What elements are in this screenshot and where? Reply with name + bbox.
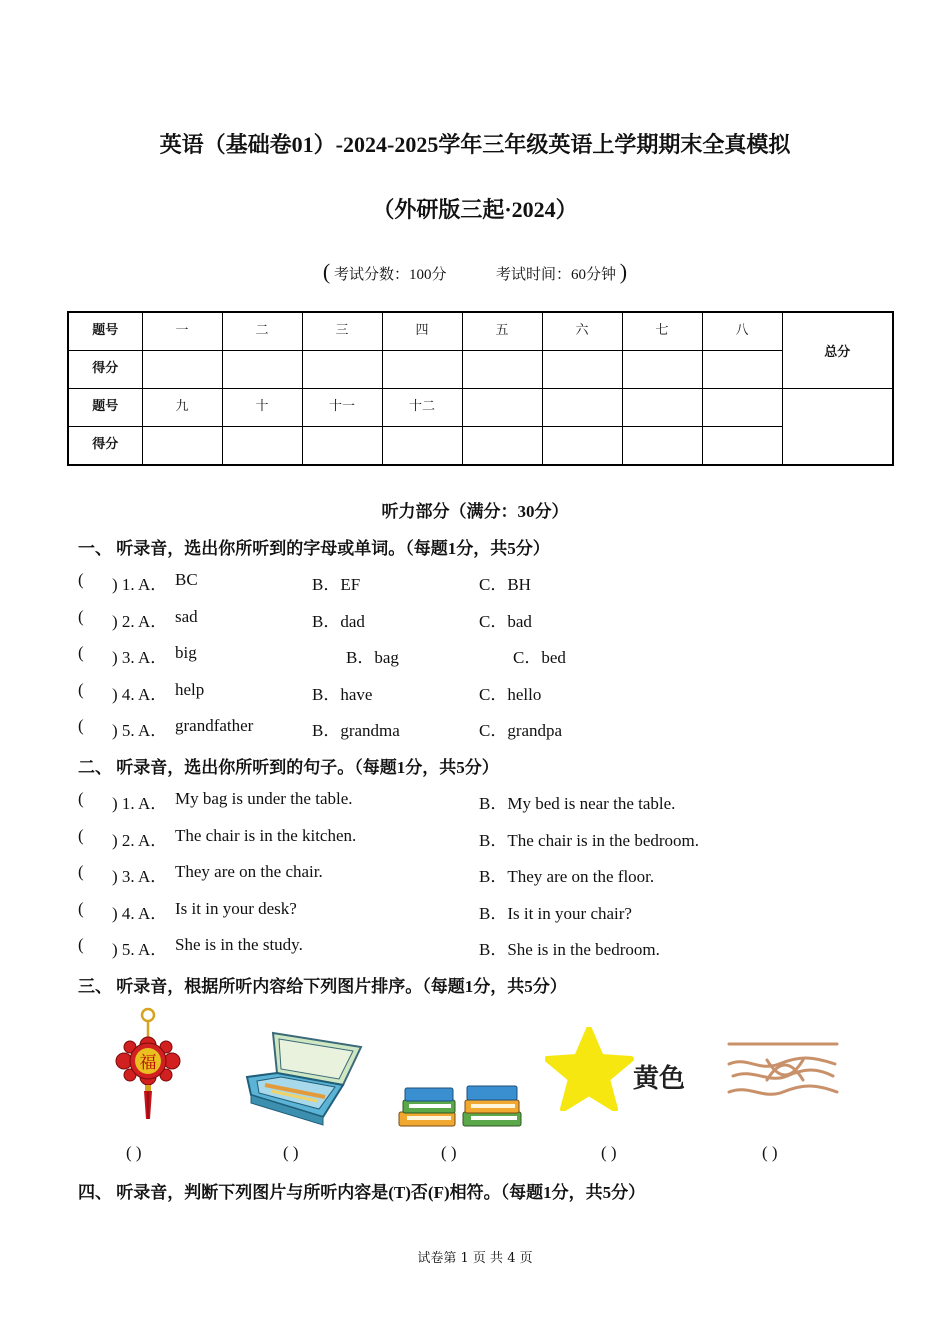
option-a: The chair is in the kitchen. — [175, 826, 357, 845]
exam-info — [0, 259, 950, 285]
answer-paren-open[interactable]: ( — [78, 862, 84, 881]
item-number: ) 2. A． — [112, 831, 168, 850]
q1-item — [78, 680, 878, 704]
option-c: C．bed — [513, 648, 566, 667]
score-input-cell[interactable] — [302, 427, 382, 466]
score-input-cell[interactable] — [222, 427, 302, 466]
item-number: ) 4. A． — [112, 685, 168, 704]
q1-item — [78, 570, 878, 594]
title-line-1: 英语（基础卷01）-2024-2025学年三年级英语上学期期末全真模拟 — [159, 132, 791, 157]
score-table-total: 总分 — [782, 312, 893, 389]
q2-heading: 二、 听录音，选出你所听到的句子。（每题1分，共5分） — [78, 758, 499, 777]
answer-paren-open[interactable]: ( — [78, 680, 84, 699]
score-input-cell[interactable] — [702, 427, 782, 466]
score-input-cell[interactable] — [382, 351, 462, 389]
picture-order-blank[interactable]: ( ) — [762, 1143, 778, 1162]
score-input-cell[interactable] — [542, 427, 622, 466]
q2-item — [78, 789, 878, 813]
score-table-cell — [542, 389, 622, 427]
option-a: grandfather — [175, 716, 254, 735]
score-table-cell: 七 — [622, 312, 702, 351]
q1-heading: 一、 听录音，选出你所听到的字母或单词。（每题1分，共5分） — [78, 539, 550, 558]
exam-info-open: ( — [322, 259, 331, 284]
option-b: B．grandma — [312, 721, 400, 740]
pencil-box-icon — [243, 1025, 363, 1127]
score-table-cell: 十二 — [382, 389, 462, 427]
score-input-cell[interactable] — [462, 351, 542, 389]
option-b: B．She is in the bedroom. — [479, 940, 660, 959]
option-b: B．dad — [312, 612, 365, 631]
rope-icon — [727, 1040, 839, 1106]
score-table-cell — [702, 389, 782, 427]
option-b: B．Is it in your chair? — [479, 904, 632, 923]
answer-paren-open[interactable]: ( — [78, 899, 84, 918]
score-table-cell: 四 — [382, 312, 462, 351]
option-a: They are on the chair. — [175, 862, 323, 881]
score-table-cell: 一 — [142, 312, 222, 351]
books-icon — [395, 1078, 527, 1134]
item-number: ) 3. A． — [112, 867, 168, 886]
score-table-cell: 六 — [542, 312, 622, 351]
item-number: ) 2. A． — [112, 612, 168, 631]
score-input-cell[interactable] — [142, 427, 222, 466]
score-table-cell — [462, 389, 542, 427]
item-number: ) 5. A． — [112, 721, 168, 740]
option-b: B．They are on the floor. — [479, 867, 655, 886]
answer-paren-open[interactable]: ( — [78, 607, 84, 626]
option-c: C．grandpa — [479, 721, 563, 740]
q2-item — [78, 935, 878, 959]
q1-item — [78, 643, 878, 667]
score-table — [67, 311, 894, 466]
score-input-cell[interactable] — [302, 351, 382, 389]
score-input-cell[interactable] — [222, 351, 302, 389]
score-table-label-no: 题号 — [68, 312, 142, 351]
option-c: C．BH — [479, 575, 531, 594]
option-a: She is in the study. — [175, 935, 303, 954]
picture-order-blank[interactable]: ( ) — [441, 1143, 457, 1162]
option-b: B．The chair is in the bedroom. — [479, 831, 700, 850]
yellow-star-icon — [545, 1027, 693, 1111]
item-number: ) 1. A． — [112, 794, 168, 813]
option-b: B．My bed is near the table. — [479, 794, 676, 813]
score-table-cell: 二 — [222, 312, 302, 351]
item-number: ) 4. A． — [112, 904, 168, 923]
option-a: BC — [175, 570, 198, 589]
q3-heading: 三、 听录音，根据所听内容给下列图片排序。（每题1分，共5分） — [78, 977, 567, 996]
score-table-label-score: 得分 — [68, 351, 142, 389]
exam-score: 考试分数：100分 — [333, 267, 447, 283]
answer-paren-open[interactable]: ( — [78, 716, 84, 735]
option-a: My bag is under the table. — [175, 789, 353, 808]
score-table-label-no: 题号 — [68, 389, 142, 427]
score-table-cell: 八 — [702, 312, 782, 351]
picture-order-blank[interactable]: ( ) — [601, 1143, 617, 1162]
answer-paren-open[interactable]: ( — [78, 826, 84, 845]
score-table-cell: 九 — [142, 389, 222, 427]
listening-header: 听力部分（满分：30分） — [381, 502, 569, 521]
score-input-cell[interactable] — [622, 351, 702, 389]
option-b: B．have — [312, 685, 373, 704]
item-number: ) 1. A． — [112, 575, 168, 594]
picture-order-blank[interactable]: ( ) — [283, 1143, 299, 1162]
q2-item — [78, 826, 878, 850]
option-b: B．bag — [346, 648, 399, 667]
score-table-cell: 五 — [462, 312, 542, 351]
score-table-cell: 三 — [302, 312, 382, 351]
answer-paren-open[interactable]: ( — [78, 570, 84, 589]
score-input-cell[interactable] — [702, 351, 782, 389]
option-a: sad — [175, 607, 198, 626]
q2-item — [78, 862, 878, 886]
q4-heading: 四、 听录音，判断下列图片与所听内容是(T)否(F)相符。（每题1分，共5分） — [78, 1183, 646, 1202]
item-number: ) 3. A． — [112, 648, 168, 667]
option-a: Is it in your desk? — [175, 899, 297, 918]
score-table-cell — [622, 389, 702, 427]
score-table-cell: 十一 — [302, 389, 382, 427]
title-line-2: （外研版三起·2024） — [372, 197, 578, 222]
item-number: ) 5. A． — [112, 940, 168, 959]
yellow-label: 黄色 — [632, 1064, 686, 1094]
score-input-cell[interactable] — [622, 427, 702, 466]
exam-info-close: ) — [619, 259, 628, 284]
fu-character: 福 — [139, 1053, 157, 1073]
score-table-label-score: 得分 — [68, 427, 142, 466]
score-input-cell[interactable] — [462, 427, 542, 466]
answer-paren-open[interactable]: ( — [78, 789, 84, 808]
q2-item — [78, 899, 878, 923]
exam-time: 考试时间：60分钟 — [496, 267, 617, 283]
option-b: B．EF — [312, 575, 361, 594]
chinese-knot-icon — [110, 1005, 185, 1123]
q1-item — [78, 716, 878, 740]
score-table-cell: 十 — [222, 389, 302, 427]
option-a: help — [175, 680, 205, 699]
score-input-cell[interactable] — [142, 351, 222, 389]
answer-paren-open[interactable]: ( — [78, 935, 84, 954]
option-c: C．bad — [479, 612, 532, 631]
q1-item — [78, 607, 878, 631]
page-footer: 试卷第 1 页 共 4 页 — [417, 1251, 533, 1266]
score-input-cell[interactable] — [542, 351, 622, 389]
picture-order-blank[interactable]: ( ) — [126, 1143, 142, 1162]
score-total-input-cell[interactable] — [782, 389, 893, 466]
option-a: big — [175, 643, 197, 662]
answer-paren-open[interactable]: ( — [78, 643, 84, 662]
score-input-cell[interactable] — [382, 427, 462, 466]
option-c: C．hello — [479, 685, 542, 704]
